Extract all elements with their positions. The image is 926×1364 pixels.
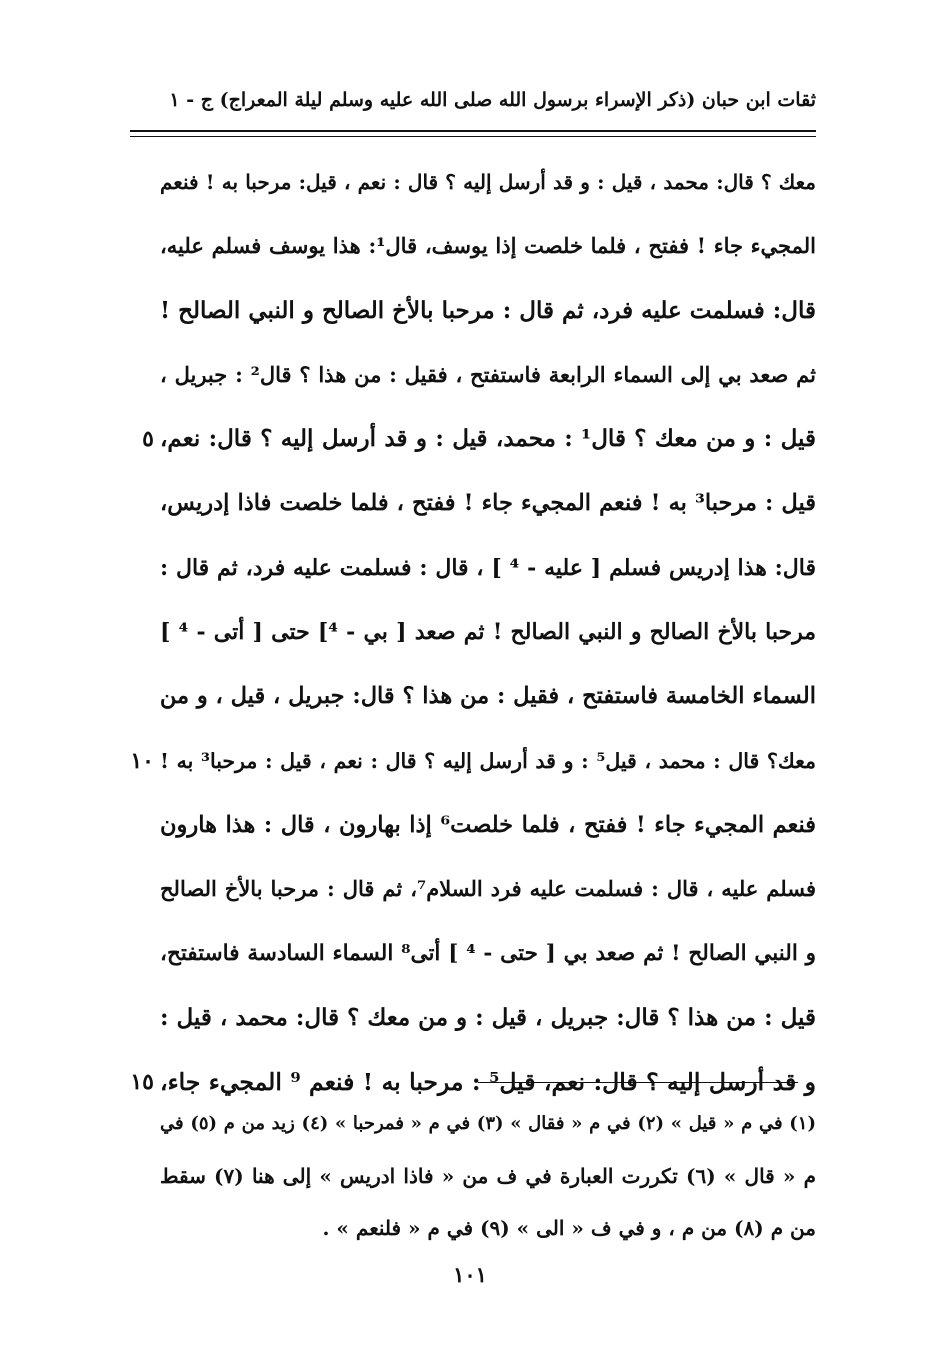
page-number: ١٠١ bbox=[453, 1262, 487, 1287]
header-rule-thin bbox=[130, 136, 816, 137]
line-number: ١٥ bbox=[130, 1069, 154, 1096]
text-line bbox=[160, 793, 816, 857]
text-line bbox=[142, 407, 816, 471]
text-line-content: معك ؟ قال: محمد ، قيل : و قد أرسل إليه ؟ قال : نعم ، قيل: مرحبا به ! فنعم bbox=[160, 170, 816, 194]
text-line bbox=[160, 536, 816, 600]
text-line bbox=[160, 857, 816, 921]
text-line-content: فسلم عليه ، قال : فسلمت عليه فرد السلام⁷، ثم قال : مرحبا بالأخ الصالح bbox=[160, 876, 816, 902]
footnote-line: (١) في م « قيل » (٢) في م « فقال » (٣) في م « فمرحبا » (٤) زيد من م (٥) في bbox=[160, 1113, 816, 1134]
footnote-line: من م (٨) من م ، و في ف « الى » (٩) في م « فلنعم » . bbox=[322, 1216, 816, 1240]
text-line-content: مرحبا بالأخ الصالح و النبي الصالح ! ثم صعد [ بي - ⁴] حتى [ أتى - ⁴ ] bbox=[160, 619, 816, 646]
text-line-content: قال: هذا إدريس فسلم [ عليه - ⁴ ] ، قال : فسلمت عليه فرد، ثم قال : bbox=[160, 554, 816, 581]
text-line bbox=[160, 471, 816, 535]
text-line-content: السماء الخامسة فاستفتح ، فقيل : من هذا ؟ قال: جبريل ، قيل ، و من bbox=[159, 683, 816, 710]
footnotes bbox=[160, 1098, 816, 1254]
text-line-content: قيل : من هذا ؟ قال: جبريل ، قيل : و من معك ؟ قال: محمد ، قيل : bbox=[160, 1003, 816, 1031]
main-text bbox=[130, 150, 817, 1114]
footnote-separator bbox=[478, 1082, 798, 1083]
text-line bbox=[160, 664, 816, 728]
header-rule-thick bbox=[130, 130, 816, 132]
text-line-content: و قد أرسل إليه ؟ قال: نعم، قيل⁵ : مرحبا به ! فنعم ⁹ المجيء جاء، bbox=[160, 1068, 816, 1097]
running-header: ثقات ابن حبان (ذكر الإسراء برسول الله صلى الله عليه وسلم ليلة المعراج) ج - ١ bbox=[169, 89, 816, 111]
text-line-content: قيل : و من معك ؟ قال¹ : محمد، قيل : و قد أرسل إليه ؟ قال: نعم، bbox=[160, 425, 816, 453]
text-line-content: المجيء جاء ! ففتح ، فلما خلصت إذا يوسف، قال¹: هذا يوسف فسلم عليه، bbox=[160, 233, 816, 259]
line-number: ١٠ bbox=[130, 747, 154, 774]
text-line bbox=[160, 279, 816, 343]
text-line bbox=[160, 214, 816, 278]
text-line-content: قال: فسلمت عليه فرد، ثم قال : مرحبا بالأخ الصالح و النبي الصالح ! bbox=[160, 296, 816, 324]
text-line-content: و النبي الصالح ! ثم صعد بي [ حتى - ⁴ ] أتى⁸ السماء السادسة فاستفتح، bbox=[160, 940, 816, 966]
line-number: ٥ bbox=[142, 426, 154, 453]
text-line bbox=[160, 986, 816, 1050]
text-line bbox=[160, 922, 816, 986]
text-line bbox=[160, 150, 816, 214]
text-line-content: قيل : مرحبا³ به ! فنعم المجيء جاء ! ففتح ، فلما خلصت فاذا إدريس، bbox=[160, 490, 816, 517]
text-line bbox=[130, 729, 816, 793]
text-line-content: معك؟ قال : محمد ، قيل⁵ : و قد أرسل إليه ؟ قال : نعم ، قيل : مرحبا³ به ! bbox=[160, 748, 816, 773]
text-line bbox=[160, 343, 816, 407]
footnote-line: م « قال » (٦) تكررت العبارة في ف من « فاذا ادريس » إلى هنا (٧) سقط bbox=[160, 1164, 816, 1188]
text-line-content: فنعم المجيء جاء ! ففتح ، فلما خلصت⁶ إذا بهارون ، قال : هذا هارون bbox=[160, 811, 816, 838]
text-line-content: ثم صعد بي إلى السماء الرابعة فاستفتح ، فقيل : من هذا ؟ قال² : جبريل ، bbox=[160, 361, 817, 387]
text-line bbox=[160, 600, 816, 664]
